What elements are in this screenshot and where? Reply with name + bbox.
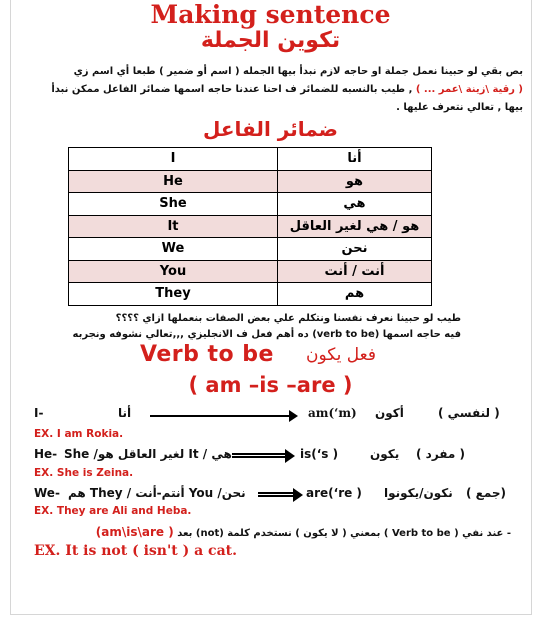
rule-we-pronoun: We- — [34, 486, 60, 500]
table-row — [69, 170, 432, 193]
pronoun-en: You — [69, 260, 278, 283]
arrow-icon — [150, 415, 290, 417]
rule-he-example: EX. She is Zeina. — [34, 467, 134, 479]
intro-line-3: بيها , تعالي نتعرف عليها . — [396, 102, 523, 113]
intro-line-1: بص بقي لو حبينا نعمل جملة او حاجه لازم نبدأ بيها الجمله ( اسم أو ضمير ) طبعا أي اسم زي — [73, 66, 523, 77]
negation-forms: ( am\is\are) — [95, 525, 174, 539]
rule-we-example: EX. They are Ali and Heba. — [34, 505, 192, 517]
pronoun-en: It — [69, 215, 278, 238]
negation-text: - عند نفي ( Verb to be ) بمعني ( لا يكون ) نستخدم كلمة (not) بعد — [177, 528, 511, 539]
negation-example: EX. It is not ( isn't ) a cat. — [34, 543, 237, 559]
pronoun-ar: هي — [278, 193, 432, 216]
table-row — [69, 238, 432, 261]
intro-names: ( رقية \زينة \عمر ... ) — [415, 84, 523, 95]
table-row — [69, 260, 432, 283]
rule-we-meaning: نكون/يكونوا — [384, 486, 453, 500]
rule-he-arabic-part1: هو/ She — [64, 447, 114, 461]
pronouns-table — [68, 147, 432, 306]
rule-i-form: am(‘m) — [308, 406, 357, 420]
double-arrow-icon — [258, 492, 294, 497]
intro-line-2 — [51, 84, 523, 95]
page-title-arabic: تكوين الجملة — [200, 28, 341, 53]
rule-i-pronoun: I- — [34, 406, 44, 420]
verb-to-be-title-arabic: فعل يكون — [306, 345, 376, 365]
double-arrow-icon — [232, 453, 286, 458]
pronouns-heading: ضمائر الفاعل — [203, 117, 338, 141]
pronoun-ar: هم — [278, 283, 432, 306]
rule-we-form: are(‘re ) — [306, 486, 362, 500]
intro-line-2-rest: , طيب بالنسبه للضمائر ف احنا عندنا حاجه اسمها ضمائر الفاعل ممكن نبدأ — [51, 84, 416, 95]
pronoun-ar: هو / هي لغير العاقل — [278, 215, 432, 238]
table-row — [69, 148, 432, 171]
pronoun-ar: نحن — [278, 238, 432, 261]
rule-we-note: (جمع ) — [466, 486, 507, 500]
pronoun-en: They — [69, 283, 278, 306]
negation-rule — [96, 525, 511, 539]
pronoun-en: I — [69, 148, 278, 171]
verb-to-be-title: Verb to be — [140, 342, 274, 367]
verb-forms: ( am –is –are ) — [188, 373, 353, 397]
mid-text-line-1: طيب لو حبينا نعرف نفسنا ونتكلم علي بعض الصفات بنعملها ازاي ؟؟؟؟ — [115, 313, 461, 324]
table-row — [69, 283, 432, 306]
table-row — [69, 215, 432, 238]
rule-he-pronoun: He- — [34, 447, 58, 461]
mid-text-line-2: فيه حاجه اسمها (verb to be) ده أهم فعل ف الانجليزي ,,,تعالي نشوفه ونجربه — [72, 329, 461, 340]
pronoun-ar: هو — [278, 170, 432, 193]
rule-he-form: is(‘s ) — [300, 447, 339, 461]
pronoun-en: We — [69, 238, 278, 261]
pronoun-ar: أنت / أنت — [278, 260, 432, 283]
rule-he-note: ( مفرد ) — [416, 447, 466, 461]
rule-i-example: EX. I am Rokia. — [34, 428, 124, 440]
table-row — [69, 193, 432, 216]
pronoun-en: He — [69, 170, 278, 193]
rule-he-meaning: يكون — [370, 447, 400, 461]
pronoun-en: She — [69, 193, 278, 216]
rule-i-arabic: أنا — [118, 406, 132, 420]
rule-i-meaning: أكون — [375, 406, 404, 420]
page-title-english: Making sentence — [150, 0, 391, 29]
pronoun-ar: أنا — [278, 148, 432, 171]
rule-he-arabic — [64, 447, 232, 461]
rule-i-note: ( لنفسي ) — [438, 406, 500, 420]
rule-we-arabic: نحن/ You أنتم-أنت / They هم — [68, 486, 246, 500]
rule-he-arabic-part2: هي / It لغير العاقل — [117, 447, 232, 461]
